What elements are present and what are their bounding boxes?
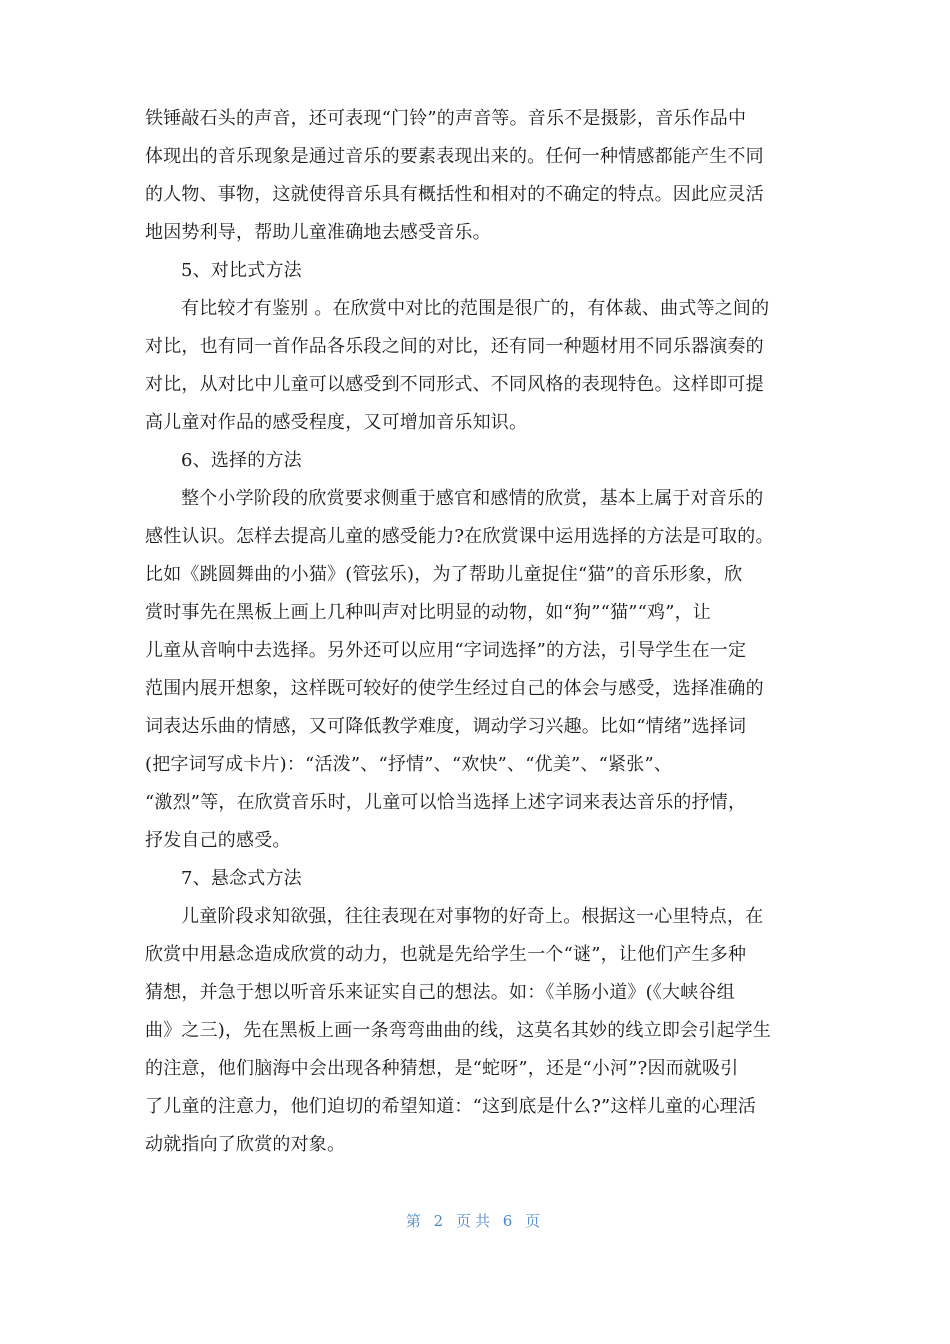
paragraph-line: 比如《跳圆舞曲的小猫》(管弦乐)，为了帮助儿童捉住“猫”的音乐形象，欣 <box>145 564 743 585</box>
paragraph-line: 的人物、事物，这就使得音乐具有概括性和相对的不确定的特点。因此应灵活 <box>145 184 764 205</box>
paragraph-line: 的注意，他们脑海中会出现各种猜想，是“蛇呀”，还是“小河”?因而就吸引 <box>145 1058 739 1079</box>
paragraph-line: 赏时事先在黑板上画上几种叫声对比明显的动物，如“狗”“猫”“鸡”，让 <box>145 602 712 623</box>
paragraph-line: “激烈”等，在欣赏音乐时，儿童可以恰当选择上述字词来表达音乐的抒情， <box>145 792 747 813</box>
paragraph-line: 儿童从音响中去选择。另外还可以应用“字词选择”的方法，引导学生在一定 <box>145 640 747 661</box>
paragraph-line: 有比较才有鉴别 。在欣赏中对比的范围是很广的，有体裁、曲式等之间的 <box>181 298 770 319</box>
paragraph-line: 对比，也有同一首作品各乐段之间的对比，还有同一种题材用不同乐器演奏的 <box>145 336 764 357</box>
section-heading: 5、对比式方法 <box>181 260 302 281</box>
section-heading: 7、悬念式方法 <box>181 868 302 889</box>
paragraph-line: 整个小学阶段的欣赏要求侧重于感官和感情的欣赏，基本上属于对音乐的 <box>181 488 764 509</box>
page-footer: 第 2 页共 6 页 <box>405 1212 545 1230</box>
paragraph-line: 曲》之三)，先在黑板上画一条弯弯曲曲的线，这莫名其妙的线立即会引起学生 <box>145 1020 772 1041</box>
paragraph-line: 猜想，并急于想以听音乐来证实自己的想法。如：《羊肠小道》(《大峡谷组 <box>145 982 735 1003</box>
paragraph-line: 了儿童的注意力，他们迫切的希望知道：“这到底是什么?”这样儿童的心理活 <box>145 1096 757 1117</box>
paragraph-line: 体现出的音乐现象是通过音乐的要素表现出来的。任何一种情感都能产生不同 <box>145 146 764 167</box>
paragraph-line: 感性认识。怎样去提高儿童的感受能力?在欣赏课中运用选择的方法是可取的。 <box>145 526 774 547</box>
paragraph-line: 地因势利导，帮助儿童准确地去感受音乐。 <box>145 222 491 243</box>
paragraph-line: 对比，从对比中儿童可以感受到不同形式、不同风格的表现特色。这样即可提 <box>145 374 764 395</box>
document-body <box>145 100 810 1164</box>
paragraph-line: 儿童阶段求知欲强，往往表现在对事物的好奇上。根据这一心里特点，在 <box>181 906 764 927</box>
paragraph-line: 词表达乐曲的情感，又可降低教学难度，调动学习兴趣。比如“情绪”选择词 <box>145 716 747 737</box>
paragraph-line: 动就指向了欣赏的对象。 <box>145 1134 346 1155</box>
paragraph-line: (把字词写成卡片)：“活泼”、“抒情”、“欢快”、“优美”、“紧张”、 <box>145 754 673 775</box>
paragraph-line: 抒发自己的感受。 <box>145 830 291 851</box>
paragraph-line: 欣赏中用悬念造成欣赏的动力，也就是先给学生一个“谜”，让他们产生多种 <box>145 944 747 965</box>
paragraph-line: 铁锤敲石头的声音，还可表现“门铃”的声音等。音乐不是摄影，音乐作品中 <box>145 108 747 129</box>
paragraph-line: 高儿童对作品的感受程度，又可增加音乐知识。 <box>145 412 528 433</box>
section-heading: 6、选择的方法 <box>181 450 302 471</box>
paragraph-line: 范围内展开想象，这样既可较好的使学生经过自己的体会与感受，选择准确的 <box>145 678 764 699</box>
